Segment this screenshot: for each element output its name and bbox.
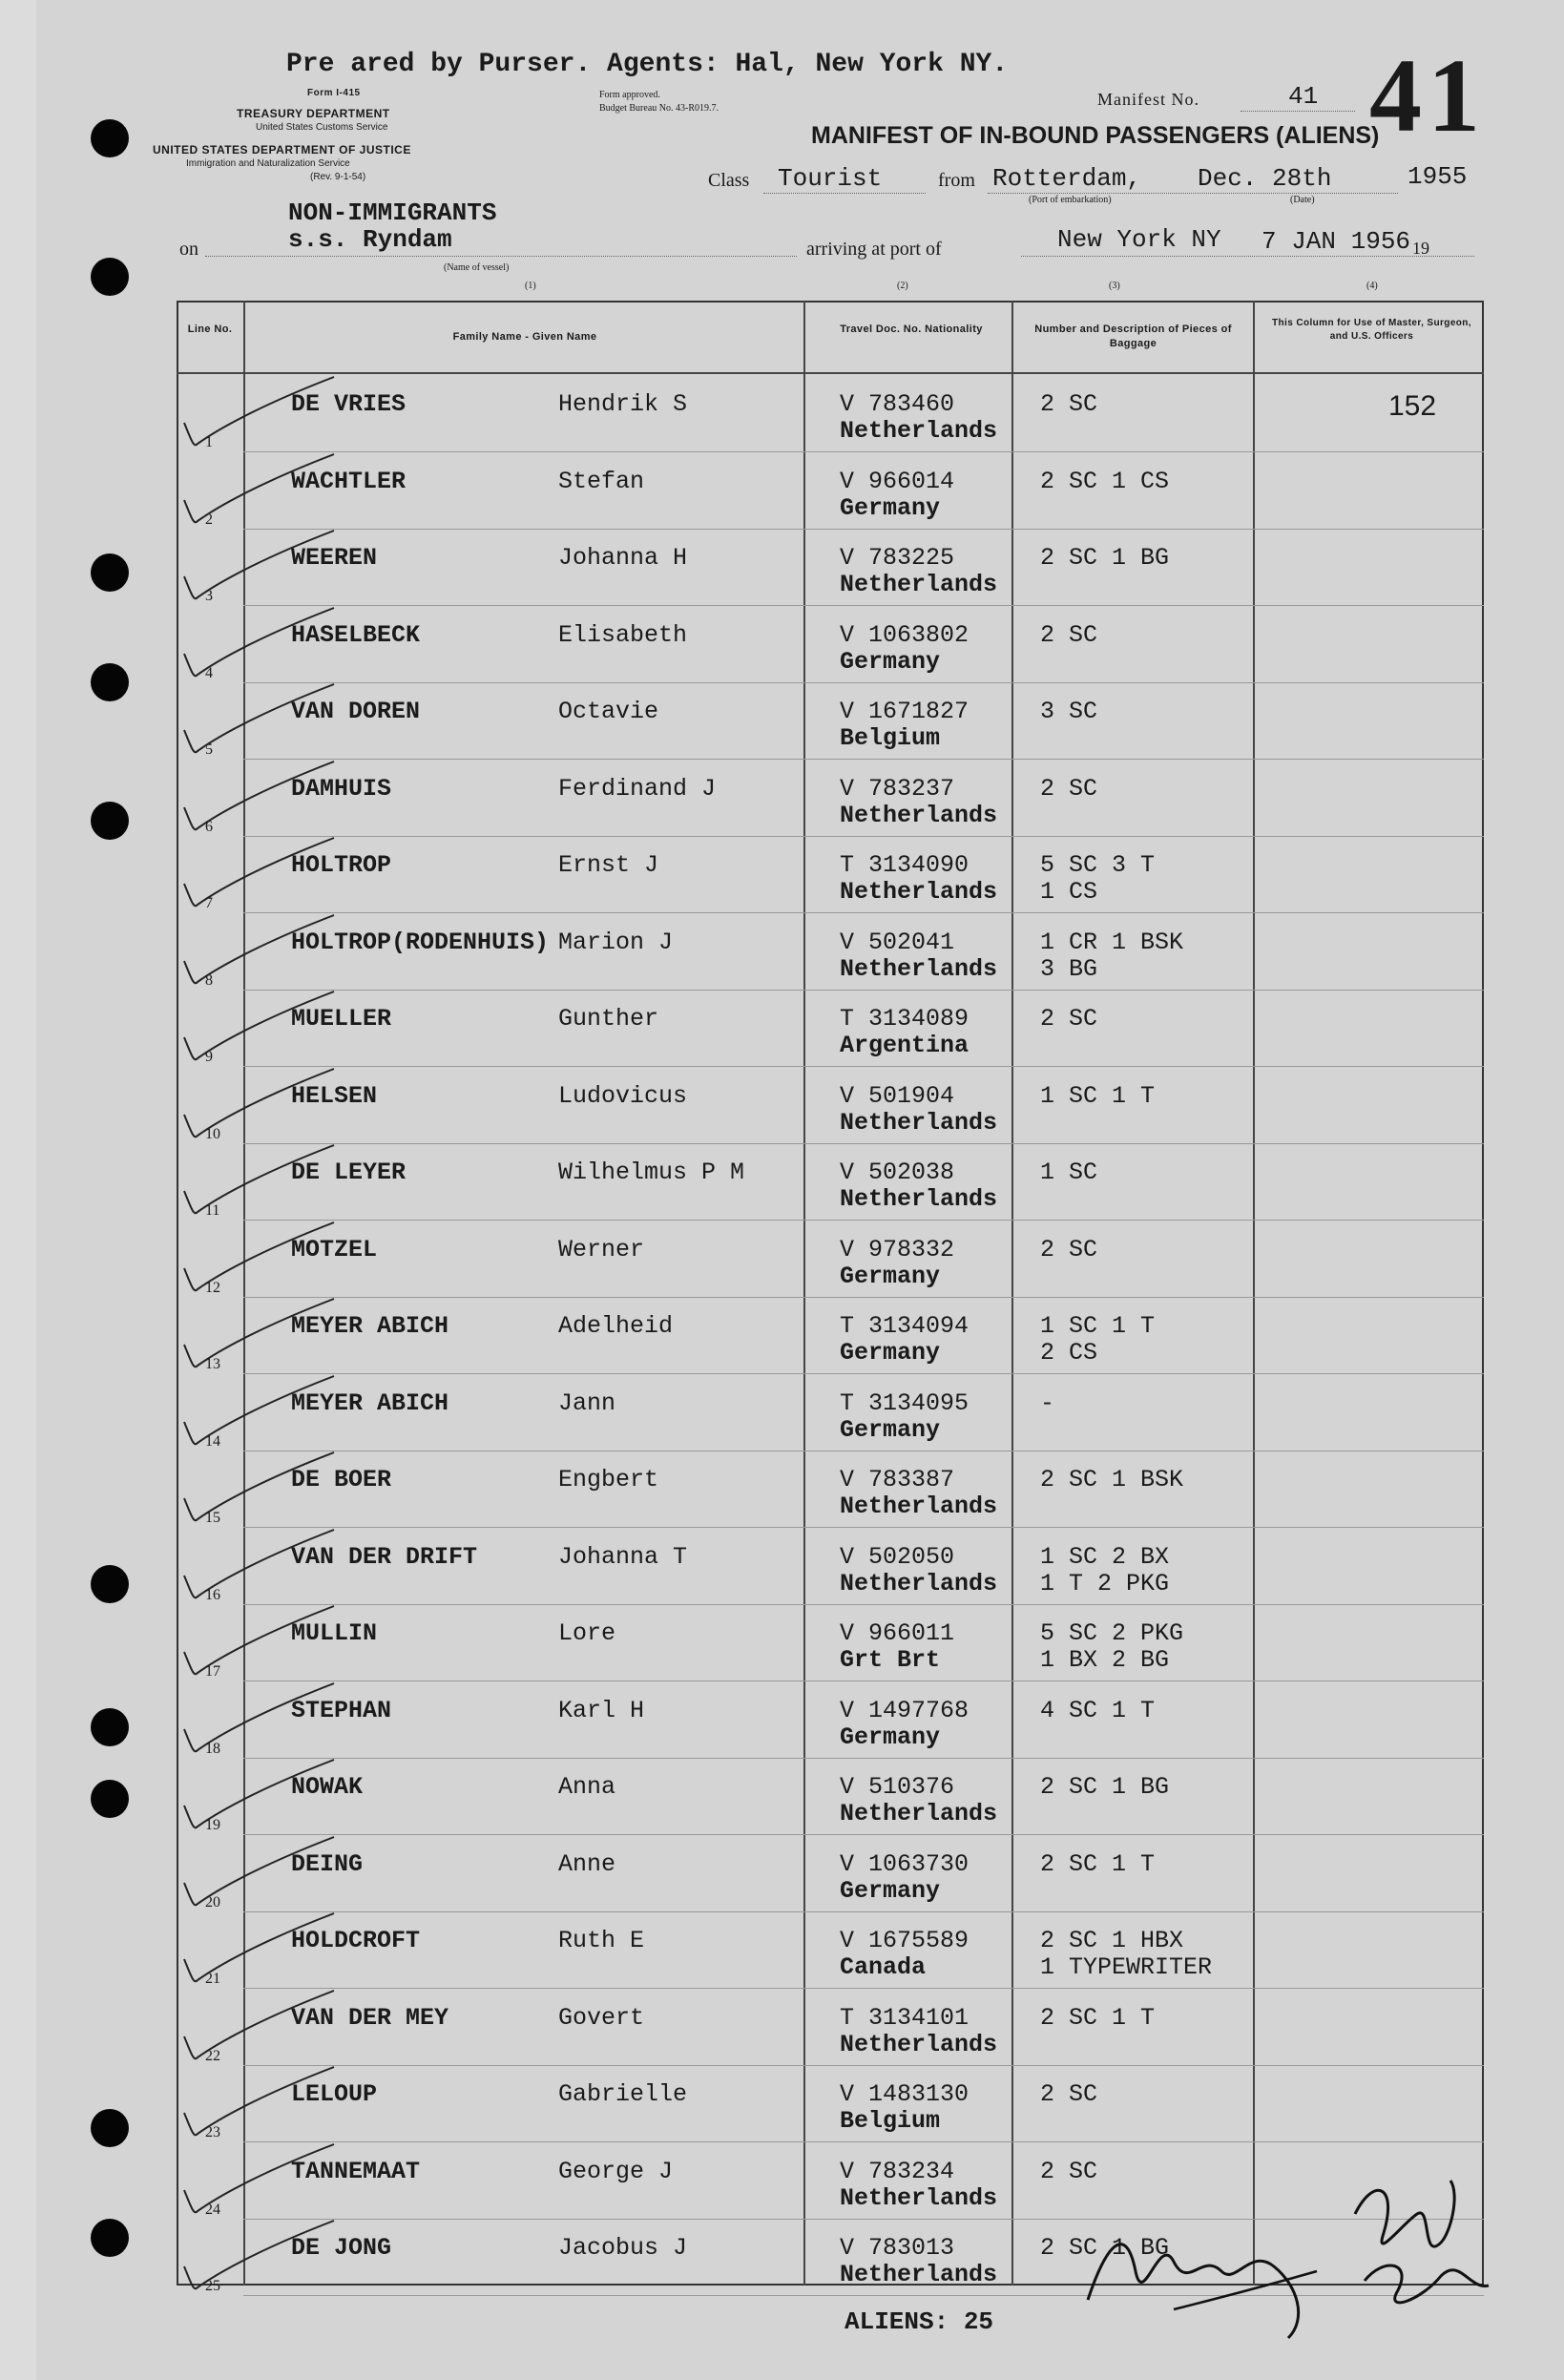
treasury-dept: TREASURY DEPARTMENT	[237, 107, 390, 120]
baggage-line-1: 1 SC	[1040, 1159, 1098, 1186]
baggage-line-2: 1 CS	[1040, 878, 1098, 906]
family-name: TANNEMAAT	[291, 2157, 421, 2185]
travel-doc-number: T 3134094	[840, 1312, 970, 1340]
nationality: Grt Brt	[840, 1646, 941, 1674]
line-number: 10	[205, 1125, 220, 1142]
given-name: Ruth E	[558, 1927, 645, 1954]
table-row	[177, 915, 1484, 992]
table-row	[177, 1760, 1484, 1836]
table-row	[177, 1452, 1484, 1529]
nationality: Belgium	[840, 2107, 941, 2135]
baggage-line-1: 5 SC 3 T	[1040, 851, 1156, 879]
family-name: VAN DOREN	[291, 698, 421, 725]
line-number: 7	[205, 895, 213, 911]
travel-doc-number: V 1671827	[840, 698, 970, 725]
travel-doc-number: V 502041	[840, 928, 955, 956]
nationality: Netherlands	[840, 2261, 998, 2288]
justice-dept: UNITED STATES DEPARTMENT OF JUSTICE	[153, 143, 411, 157]
family-name: DE VRIES	[291, 390, 407, 418]
form-revision: (Rev. 9-1-54)	[310, 172, 366, 182]
table-row	[177, 1991, 1484, 2067]
nationality: Netherlands	[840, 571, 998, 598]
nationality: Netherlands	[840, 2183, 998, 2212]
given-name: Govert	[558, 2003, 645, 2032]
nationality: Netherlands	[840, 1569, 998, 1597]
nationality: Netherlands	[840, 1800, 998, 1827]
baggage-line-1: 2 SC 1 CS	[1040, 467, 1170, 495]
table-row	[177, 1069, 1484, 1145]
line-number: 22	[205, 2047, 220, 2064]
line-number: 24	[205, 2201, 220, 2218]
line-number: 9	[205, 1049, 213, 1065]
travel-doc-number: V 1675589	[840, 1927, 970, 1954]
family-name: MOTZEL	[291, 1235, 378, 1263]
given-name: Jann	[558, 1388, 616, 1417]
given-name: Stefan	[558, 467, 645, 495]
given-name: Lore	[558, 1619, 616, 1647]
given-name: Ernst J	[558, 851, 659, 879]
col-header-line-no: Line No.	[187, 324, 233, 335]
binder-hole	[91, 553, 129, 592]
line-number: 3	[205, 588, 213, 604]
nationality: Netherlands	[840, 1493, 998, 1520]
ins-service: Immigration and Naturalization Service	[186, 158, 350, 169]
binder-hole	[91, 258, 129, 296]
given-name: Johanna T	[558, 1542, 688, 1571]
travel-doc-number: V 502038	[840, 1159, 955, 1186]
family-name: HOLDCROFT	[291, 1927, 421, 1954]
table-row	[177, 454, 1484, 531]
manifest-title: MANIFEST OF IN-BOUND PASSENGERS (ALIENS)	[811, 122, 1380, 149]
table-row	[177, 1145, 1484, 1221]
col-number-1: (1)	[525, 281, 536, 291]
given-name: Elisabeth	[558, 620, 688, 649]
port-of-embarkation: Rotterdam,	[992, 164, 1142, 193]
col-header-name: Family Name - Given Name	[452, 331, 597, 343]
baggage-line-1: 1 SC 1 T	[1040, 1312, 1156, 1340]
manifest-no-label: Manifest No.	[1097, 90, 1199, 109]
class-value: Tourist	[778, 164, 883, 193]
nationality: Germany	[840, 1876, 941, 1905]
line-number: 15	[205, 1510, 220, 1526]
nationality: Netherlands	[840, 801, 998, 829]
date-caption: (Date)	[1290, 195, 1315, 205]
nationality: Germany	[840, 1339, 941, 1367]
travel-doc-number: V 510376	[840, 1773, 955, 1801]
binder-hole	[91, 802, 129, 840]
table-row	[177, 1530, 1484, 1606]
family-name: STEPHAN	[291, 1696, 392, 1724]
travel-doc-number: V 783013	[840, 2234, 955, 2262]
travel-doc-number: V 966014	[840, 467, 955, 495]
given-name: Karl H	[558, 1696, 645, 1724]
baggage-line-1: 2 SC	[1040, 1005, 1098, 1033]
inspector-signature	[1069, 2157, 1517, 2348]
arrival-year-suffix: 19	[1412, 239, 1429, 258]
non-immigrants-label: NON-IMMIGRANTS	[288, 198, 497, 227]
family-name: HASELBECK	[291, 620, 421, 649]
line-number: 19	[205, 1817, 220, 1833]
table-row	[177, 1606, 1484, 1682]
baggage-line-1: 2 SC 1 BG	[1040, 1773, 1170, 1801]
family-name: DE JONG	[291, 2234, 392, 2262]
baggage-line-1: 2 SC	[1040, 2157, 1098, 2185]
line-number: 2	[205, 511, 213, 528]
travel-doc-number: V 783460	[840, 390, 955, 418]
line-number: 13	[205, 1356, 220, 1372]
nationality: Netherlands	[840, 1185, 998, 1213]
baggage-line-2: 1 T 2 PKG	[1040, 1569, 1170, 1597]
given-name: Ludovicus	[558, 1081, 688, 1110]
nationality: Germany	[840, 647, 941, 676]
baggage-line-1: 2 SC 1 HBX	[1040, 1927, 1184, 1954]
given-name: Anne	[558, 1849, 616, 1878]
customs-service: United States Customs Service	[256, 122, 388, 133]
baggage-line-1: 2 SC 1 T	[1040, 1849, 1156, 1878]
line-number: 20	[205, 1893, 220, 1910]
line-number: 11	[205, 1202, 220, 1219]
manifest-stamp-number: 41	[1369, 37, 1486, 154]
line-number: 18	[205, 1740, 220, 1757]
given-name: Octavie	[558, 698, 659, 725]
binder-hole	[91, 2219, 129, 2257]
baggage-line-2: 3 BG	[1040, 954, 1098, 983]
travel-doc-number: T 3134101	[840, 2003, 970, 2032]
baggage-line-1: 2 SC	[1040, 620, 1098, 649]
travel-doc-number: V 1497768	[840, 1696, 970, 1724]
binder-hole	[91, 1565, 129, 1603]
baggage-line-1: 5 SC 2 PKG	[1040, 1619, 1184, 1647]
family-name: VAN DER MEY	[291, 2003, 449, 2032]
nationality: Belgium	[840, 724, 941, 752]
line-number: 8	[205, 971, 213, 989]
baggage-line-1: 1 SC 2 BX	[1040, 1542, 1170, 1571]
family-name: NOWAK	[291, 1773, 364, 1801]
family-name: MEYER ABICH	[291, 1312, 449, 1340]
family-name: MULLIN	[291, 1619, 378, 1647]
table-row	[177, 1683, 1484, 1760]
baggage-line-1: 4 SC 1 T	[1040, 1696, 1156, 1724]
line-number: 21	[205, 1971, 220, 1987]
given-name: Marion J	[558, 928, 674, 956]
travel-doc-number: V 783387	[840, 1466, 955, 1493]
line-number: 25	[205, 2278, 220, 2294]
col-header-travel-doc: Travel Doc. No. Nationality	[840, 324, 983, 335]
given-name: Gunther	[558, 1005, 659, 1033]
given-name: Anna	[558, 1773, 616, 1801]
baggage-line-1: 2 SC 1 BG	[1040, 544, 1170, 572]
given-name: Hendrik S	[558, 390, 688, 418]
baggage-line-1: 2 SC 1 T	[1040, 2003, 1156, 2032]
on-label: on	[179, 239, 198, 260]
travel-doc-number: V 502050	[840, 1542, 955, 1571]
nationality: Netherlands	[840, 878, 998, 906]
nationality: Germany	[840, 1262, 941, 1290]
table-row	[177, 1222, 1484, 1299]
travel-doc-number: V 501904	[840, 1081, 955, 1110]
baggage-line-2: 1 BX 2 BG	[1040, 1646, 1170, 1674]
table-row	[177, 1837, 1484, 1913]
line-number: 16	[205, 1586, 220, 1603]
baggage-line-1: 3 SC	[1040, 698, 1098, 725]
line-number: 6	[205, 818, 213, 835]
nationality: Germany	[840, 493, 941, 522]
travel-doc-number: V 1063730	[840, 1849, 970, 1878]
vessel-caption: (Name of vessel)	[444, 262, 510, 273]
travel-doc-number: T 3134090	[840, 851, 970, 879]
col-header-officers: This Column for Use of Master, Surgeon, and U.S. Officers	[1272, 318, 1471, 342]
baggage-line-1: -	[1040, 1388, 1055, 1417]
table-row	[177, 2067, 1484, 2143]
baggage-line-1: 2 SC 1 BSK	[1040, 1466, 1184, 1493]
table-row	[177, 608, 1484, 684]
nationality: Argentina	[840, 1032, 970, 1059]
line-number: 23	[205, 2124, 220, 2140]
manifest-number: 41	[1288, 82, 1319, 111]
aliens-total: ALIENS: 25	[845, 2307, 994, 2336]
family-name: VAN DER DRIFT	[291, 1542, 478, 1571]
baggage-line-1: 2 SC	[1040, 2080, 1098, 2108]
arriving-label: arriving at port of	[806, 239, 942, 260]
family-name: DEING	[291, 1849, 364, 1878]
travel-doc-number: V 978332	[840, 1235, 955, 1263]
col-number-4: (4)	[1366, 281, 1378, 291]
baggage-line-1: 1 CR 1 BSK	[1040, 928, 1184, 956]
given-name: Engbert	[558, 1466, 659, 1493]
baggage-line-1: 1 SC 1 T	[1040, 1081, 1156, 1110]
family-name: DE LEYER	[291, 1159, 407, 1186]
baggage-line-1: 2 SC 1 BG	[1040, 2234, 1170, 2262]
col-number-3: (3)	[1109, 281, 1120, 291]
budget-bureau: Budget Bureau No. 43-R019.7.	[599, 103, 719, 114]
given-name: Gabrielle	[558, 2080, 688, 2108]
class-label: Class	[708, 170, 750, 191]
family-name: MUELLER	[291, 1005, 392, 1033]
table-row	[177, 531, 1484, 607]
embarkation-year: 1955	[1408, 162, 1468, 191]
line-number: 17	[205, 1663, 220, 1680]
line-number: 4	[205, 664, 213, 681]
line-number: 12	[205, 1279, 220, 1296]
vessel-name: s.s. Ryndam	[288, 225, 452, 254]
given-name: Ferdinand J	[558, 774, 717, 803]
arrival-port: New York NY	[1057, 225, 1221, 254]
prepared-by-line: Pre ared by Purser. Agents: Hal, New York NY.	[286, 50, 1009, 79]
travel-doc-number: V 966011	[840, 1619, 955, 1647]
binder-hole	[91, 2109, 129, 2147]
baggage-line-1: 2 SC	[1040, 1235, 1098, 1263]
family-name: LELOUP	[291, 2080, 378, 2108]
form-approved: Form approved.	[599, 90, 660, 100]
given-name: Wilhelmus P M	[558, 1159, 745, 1186]
binder-hole	[91, 663, 129, 701]
table-row	[177, 1299, 1484, 1375]
travel-doc-number: T 3134089	[840, 1005, 970, 1033]
travel-doc-number: V 1063802	[840, 620, 970, 649]
table-row	[177, 684, 1484, 761]
given-name: Johanna H	[558, 544, 688, 572]
nationality: Netherlands	[840, 1108, 998, 1137]
table-row	[177, 992, 1484, 1068]
col-header-baggage: Number and Description of Pieces of Baggage	[1034, 324, 1232, 349]
family-name: HOLTROP(RODENHUIS)	[291, 928, 550, 956]
nationality: Netherlands	[840, 417, 998, 445]
family-name: MEYER ABICH	[291, 1388, 449, 1417]
nationality: Netherlands	[840, 954, 998, 983]
table-row	[177, 377, 1484, 453]
nationality: Netherlands	[840, 2030, 998, 2058]
family-name: DE BOER	[291, 1466, 392, 1493]
family-name: WEEREN	[291, 544, 378, 572]
line-number: 1	[205, 434, 213, 450]
table-row	[177, 762, 1484, 838]
given-name: Jacobus J	[558, 2234, 688, 2262]
travel-doc-number: V 783225	[840, 544, 955, 572]
binder-hole	[91, 119, 129, 157]
col-number-2: (2)	[897, 281, 908, 291]
travel-doc-number: T 3134095	[840, 1388, 970, 1417]
given-name: Werner	[558, 1235, 645, 1263]
baggage-line-2: 1 TYPEWRITER	[1040, 1953, 1213, 1981]
baggage-line-1: 2 SC	[1040, 390, 1098, 418]
family-name: HOLTROP	[291, 851, 392, 879]
line-number: 14	[205, 1432, 220, 1450]
from-label: from	[938, 170, 975, 191]
travel-doc-number: V 783237	[840, 774, 955, 803]
line-number: 5	[205, 741, 213, 758]
port-caption: (Port of embarkation)	[1029, 195, 1112, 205]
binder-hole	[91, 1780, 129, 1818]
travel-doc-number: V 1483130	[840, 2080, 970, 2108]
travel-doc-number: V 783234	[840, 2157, 955, 2185]
form-number: Form I-415	[307, 88, 361, 98]
family-name: DAMHUIS	[291, 774, 392, 803]
nationality: Canada	[840, 1953, 927, 1981]
embarkation-date: Dec. 28th	[1198, 164, 1332, 193]
baggage-line-1: 2 SC	[1040, 774, 1098, 803]
table-row	[177, 838, 1484, 914]
arrival-date-stamp: 7 JAN 1956	[1262, 227, 1411, 256]
given-name: Adelheid	[558, 1312, 674, 1340]
baggage-line-2: 2 CS	[1040, 1339, 1098, 1367]
family-name: HELSEN	[291, 1081, 378, 1110]
family-name: WACHTLER	[291, 467, 407, 495]
officer-note: 152	[1388, 390, 1437, 422]
nationality: Germany	[840, 1415, 941, 1444]
table-row	[177, 1376, 1484, 1452]
nationality: Germany	[840, 1722, 941, 1751]
table-row	[177, 1913, 1484, 1990]
binder-hole	[91, 1708, 129, 1746]
given-name: George J	[558, 2157, 674, 2185]
